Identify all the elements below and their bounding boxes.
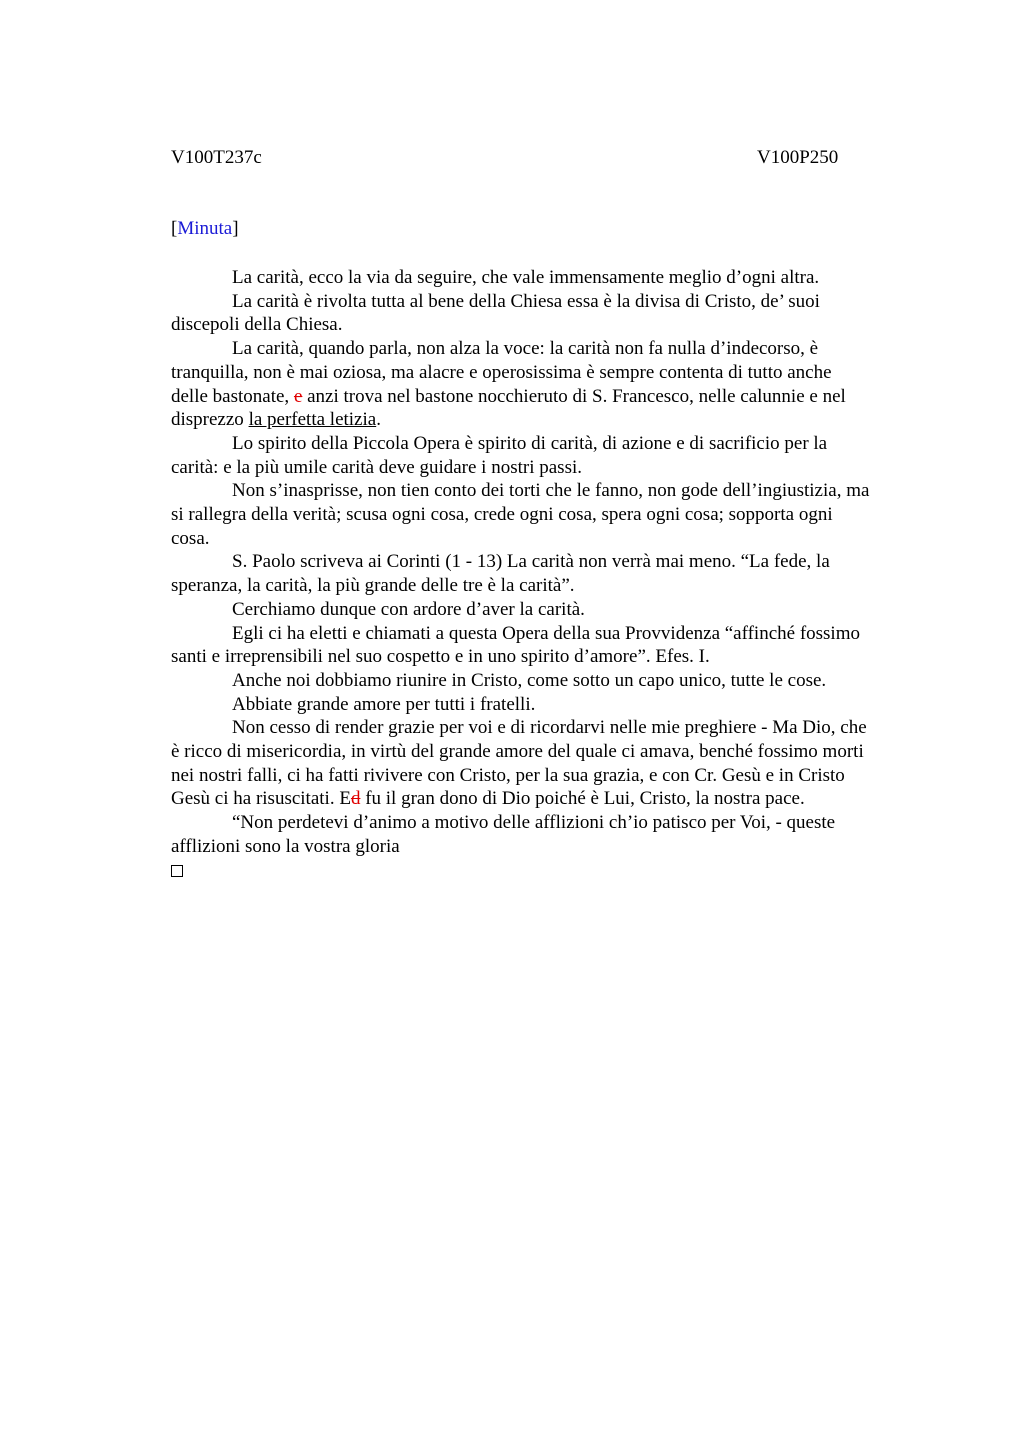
text-line: afflizioni sono la vostra gloria (171, 835, 400, 857)
document-body (171, 266, 931, 883)
text-line (171, 385, 931, 409)
text-line: Non cesso di render grazie per voi e di ricordarvi nelle mie preghiere - Ma Dio, che (232, 717, 867, 739)
text-line: tranquilla, non è mai oziosa, ma alacre e operosissima è sempre contenta di tutto anche (171, 361, 832, 383)
label-bracket-open: [ (171, 218, 178, 239)
text-line: La carità è rivolta tutta al bene della Chiesa essa è la divisa di Cristo, de’ suoi (232, 290, 820, 312)
deleted-text: e (293, 385, 303, 407)
end-square-icon (171, 865, 183, 877)
deleted-text: d (350, 788, 361, 810)
text-line (171, 408, 931, 432)
text-line: Abbiate grande amore per tutti i fratelli. (232, 693, 536, 715)
text-segment: . (376, 409, 381, 431)
text-line: è ricco di misericordia, in virtù del grande amore del quale ci amava, benché fossimo morti (171, 741, 864, 763)
text-line: discepoli della Chiesa. (171, 314, 343, 336)
text-line: S. Paolo scriveva ai Corinti (1 - 13) La carità non verrà mai meno. “La fede, la (232, 551, 830, 573)
text-line: si rallegra della verità; scusa ogni cosa, crede ogni cosa, spera ogni cosa; sopporta ogni (171, 504, 833, 526)
label-bracket-close: ] (232, 218, 239, 239)
text-segment: disprezzo (171, 409, 249, 431)
document-label (171, 218, 239, 240)
text-line: carità: e la più umile carità deve guidare i nostri passi. (171, 456, 582, 478)
document-code-left: V100T237c (171, 147, 262, 168)
end-marker-line (171, 859, 931, 884)
text-segment: fu il gran dono di Dio poiché è Lui, Cristo, la nostra pace. (360, 788, 805, 810)
text-line: La carità, ecco la via da seguire, che vale immensamente meglio d’ogni altra. (232, 267, 820, 288)
document-code-right: V100P250 (757, 147, 839, 168)
text-line: cosa. (171, 527, 210, 549)
text-segment: anzi trova nel bastone nocchieruto di S. Francesco, nelle calunnie e nel (302, 385, 846, 407)
text-segment: delle bastonate, (171, 385, 294, 407)
underlined-text: la perfetta letizia (248, 409, 377, 431)
text-line: “Non perdetevi d’animo a motivo delle afflizioni ch’io patisco per Voi, - queste (232, 812, 836, 834)
text-line (171, 787, 931, 811)
label-minuta: Minuta (177, 218, 233, 239)
text-line: speranza, la carità, la più grande delle tre è la carità”. (171, 575, 575, 597)
text-line: santi e irreprensibili nel suo cospetto e in uno spirito d’amore”. Efes. I. (171, 646, 710, 668)
text-line: Egli ci ha eletti e chiamati a questa Opera della sua Provvidenza “affinché fossimo (232, 622, 860, 644)
text-line: Lo spirito della Piccola Opera è spirito di carità, di azione e di sacrificio per la (232, 432, 828, 454)
text-line: Non s’inasprisse, non tien conto dei torti che le fanno, non gode dell’ingiustizia, ma (232, 480, 870, 502)
text-segment: Gesù ci ha risuscitati. E (171, 788, 351, 810)
text-line: nei nostri falli, ci ha fatti rivivere con Cristo, per la sua grazia, e con Cr. Gesù e in Cristo (171, 764, 845, 786)
text-line: Anche noi dobbiamo riunire in Cristo, come sotto un capo unico, tutte le cose. (232, 669, 827, 691)
text-line: La carità, quando parla, non alza la voce: la carità non fa nulla d’indecorso, è (232, 338, 819, 360)
text-line: Cerchiamo dunque con ardore d’aver la carità. (232, 598, 585, 620)
